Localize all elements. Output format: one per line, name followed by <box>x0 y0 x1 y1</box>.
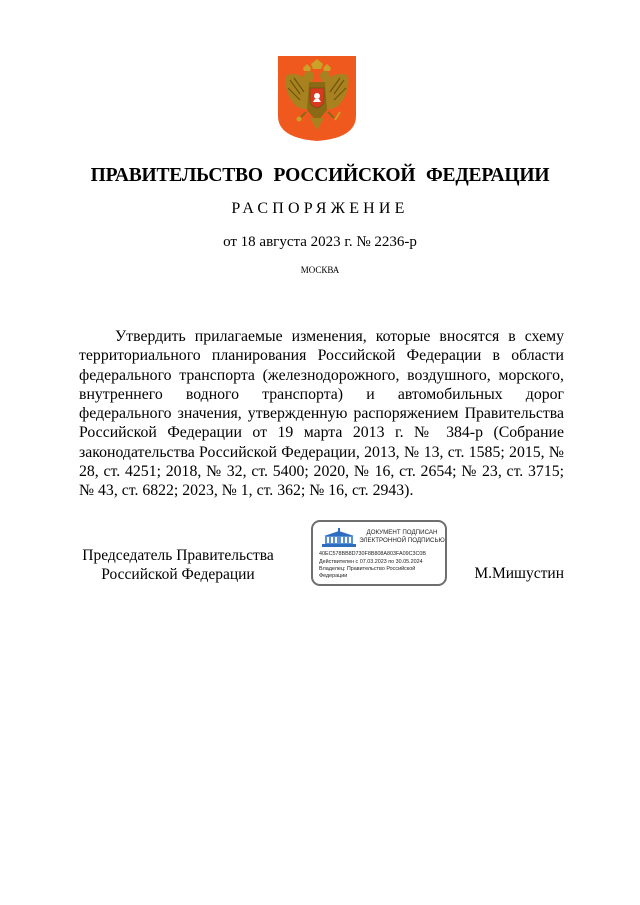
signer-name: М.Мишустин <box>474 565 564 582</box>
stamp-header <box>359 529 445 545</box>
stamp-owner-line-1: Владелец: Правительство Российской <box>319 566 416 572</box>
signatory-position-line-2: Российской Федерации <box>101 566 255 583</box>
document-date-number: от 18 августа 2023 г. № 2236-р <box>223 234 417 250</box>
government-building-icon <box>320 528 358 548</box>
government-title: ПРАВИТЕЛЬСТВО РОССИЙСКОЙ ФЕДЕРАЦИИ <box>90 165 550 186</box>
coat-of-arms-icon <box>276 54 358 142</box>
stamp-certificate-serial: 40EC578BB8D730F8B808A803FA09C3C0B <box>319 551 426 557</box>
order-body-paragraph: Утвердить прилагаемые изменения, которые вносятся в схему территориального планирования Российской Федерации в области федерального транспорта (железнодорожного, воздушного, морского, внутреннего водного транспорта) и автомобильных дорог федерального значения, утвержденную распоряжением Правительства Российской Федерации от 19 марта 2013 г. № 384-р (Собрание законодательства Российской Федерации, 2013, № 13, ст. 1585; 2015, № 28, ст. 4251; 2018, № 32, ст. 5400; 2020, № 16, ст. 2654; № 23, ст. 3715; № 43, ст. 6822; 2023, № 1, ст. 362; № 16, ст. 2943). <box>79 328 564 500</box>
electronic-signature-stamp <box>311 520 447 586</box>
document-city: МОСКВА <box>300 265 340 275</box>
signatory-position <box>78 546 278 584</box>
stamp-header-line-1: ДОКУМЕНТ ПОДПИСАН <box>366 529 438 536</box>
stamp-header-line-2: ЭЛЕКТРОННОЙ ПОДПИСЬЮ <box>359 537 445 544</box>
document-type: РАСПОРЯЖЕНИЕ <box>231 200 409 217</box>
stamp-valid-period: Действителен с 07.03.2023 по 30.05.2024 <box>319 559 423 565</box>
stamp-owner-line-2: Федерации <box>319 573 348 579</box>
signatory-position-line-1: Председатель Правительства <box>82 547 274 564</box>
